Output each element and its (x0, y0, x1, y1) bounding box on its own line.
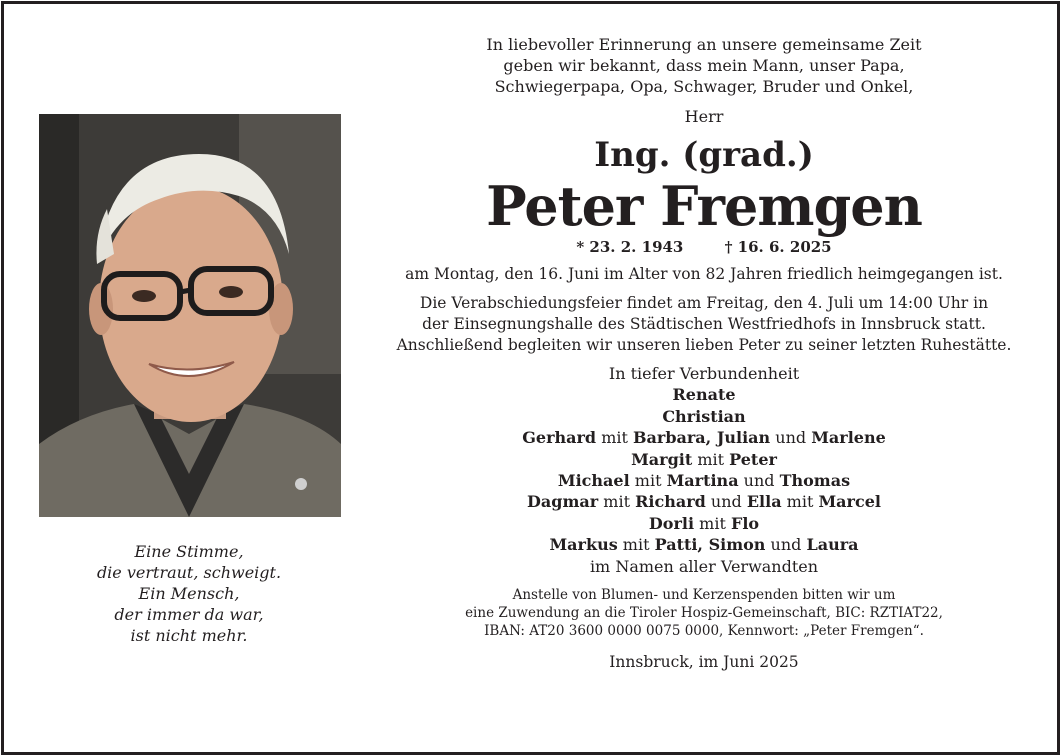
donation-line: Anstelle von Blumen- und Kerzenspenden bitten wir um (512, 587, 896, 604)
family-member-line (374, 513, 1034, 534)
family-connector: und (770, 428, 812, 448)
family-member-name: Laura (806, 535, 859, 555)
academic-title: Ing. (grad.) (594, 135, 814, 175)
ceremony-line: Anschließend begleiten wir unseren lieben Peter zu seiner letzten Ruhestätte. (396, 336, 1012, 354)
life-dates (374, 237, 1034, 257)
deceased-name: Peter Fremgen (486, 174, 922, 238)
salutation: Herr (684, 107, 724, 126)
family-member-name: Gerhard (522, 428, 597, 448)
death-date: † 16. 6. 2025 (724, 238, 832, 256)
quote-line: Ein Mensch, (138, 584, 240, 603)
family-member-line (374, 406, 1034, 427)
family-member-name: Flo (730, 513, 760, 533)
intro-text (374, 34, 1034, 97)
family-connector: mit (694, 513, 731, 533)
ceremony-line: Die Verabschiedungsfeier findet am Freitag, den 4. Juli um 14:00 Uhr in (419, 294, 989, 312)
family-connector: mit (781, 492, 819, 512)
family-member-name: Marcel (818, 492, 881, 512)
donation-line: IBAN: AT20 3600 0000 0075 0000, Kennwort: „Peter Fremgen“. (484, 623, 924, 640)
intro-line: In liebevoller Erinnerung an unsere gemeinsame Zeit (486, 35, 922, 54)
passing-text: am Montag, den 16. Juni im Alter von 82 Jahren friedlich heimgegangen ist. (405, 265, 1003, 283)
family-member-name: Martina (666, 471, 739, 491)
family-member-name: Patti, Simon (654, 535, 766, 555)
family-connector: mit (692, 449, 730, 469)
obituary-notice (1, 1, 1060, 755)
family-outro: im Namen aller Verwandten (589, 556, 819, 576)
portrait-photo (39, 114, 341, 517)
family-members (374, 384, 1034, 555)
family-member-name: Peter (729, 449, 777, 469)
family-connector: und (705, 492, 747, 512)
memorial-quote (34, 541, 344, 646)
family-member-name: Richard (635, 492, 706, 512)
family-member-line (374, 384, 1034, 405)
family-member-name: Marlene (811, 428, 886, 448)
quote-line: ist nicht mehr. (130, 626, 248, 645)
donation-line: eine Zuwendung an die Tiroler Hospiz-Gemeinschaft, BIC: RZTIAT22, (465, 605, 943, 622)
family-connector: und (765, 535, 807, 555)
family-connector: mit (596, 428, 633, 448)
family-member-name: Ella (746, 492, 782, 512)
family-member-line (374, 449, 1034, 470)
family-connector: und (738, 471, 780, 491)
birth-date: * 23. 2. 1943 (576, 238, 684, 256)
family-member-name: Renate (672, 385, 736, 405)
quote-line: die vertraut, schweigt. (96, 563, 282, 582)
family-member-name: Margit (631, 449, 693, 469)
family-member-line (374, 491, 1034, 512)
ceremony-text (374, 293, 1034, 356)
family-member-name: Thomas (779, 471, 851, 491)
family-intro: In tiefer Verbundenheit (608, 364, 800, 383)
family-signatures (374, 363, 1034, 577)
family-member-name: Markus (549, 535, 618, 555)
intro-line: geben wir bekannt, dass mein Mann, unser Papa, (503, 56, 905, 75)
portrait-illustration (39, 114, 341, 517)
donation-request (374, 586, 1034, 640)
family-connector: mit (617, 535, 655, 555)
family-connector: mit (598, 492, 636, 512)
family-member-name: Barbara, Julian (633, 428, 771, 448)
family-member-name: Dagmar (527, 492, 599, 512)
family-member-name: Michael (557, 471, 630, 491)
quote-line: der immer da war, (114, 605, 264, 624)
family-member-name: Dorli (648, 513, 695, 533)
family-member-line (374, 470, 1034, 491)
ceremony-line: der Einsegnungshalle des Städtischen Westfriedhofs in Innsbruck statt. (422, 315, 986, 333)
intro-line: Schwiegerpapa, Opa, Schwager, Bruder und Onkel, (494, 77, 914, 96)
family-member-name: Christian (662, 406, 746, 426)
family-connector: mit (629, 471, 667, 491)
place-date: Innsbruck, im Juni 2025 (609, 653, 799, 672)
family-member-line (374, 427, 1034, 448)
quote-line: Eine Stimme, (134, 542, 244, 561)
family-member-line (374, 534, 1034, 555)
announcement-text (374, 34, 1034, 673)
